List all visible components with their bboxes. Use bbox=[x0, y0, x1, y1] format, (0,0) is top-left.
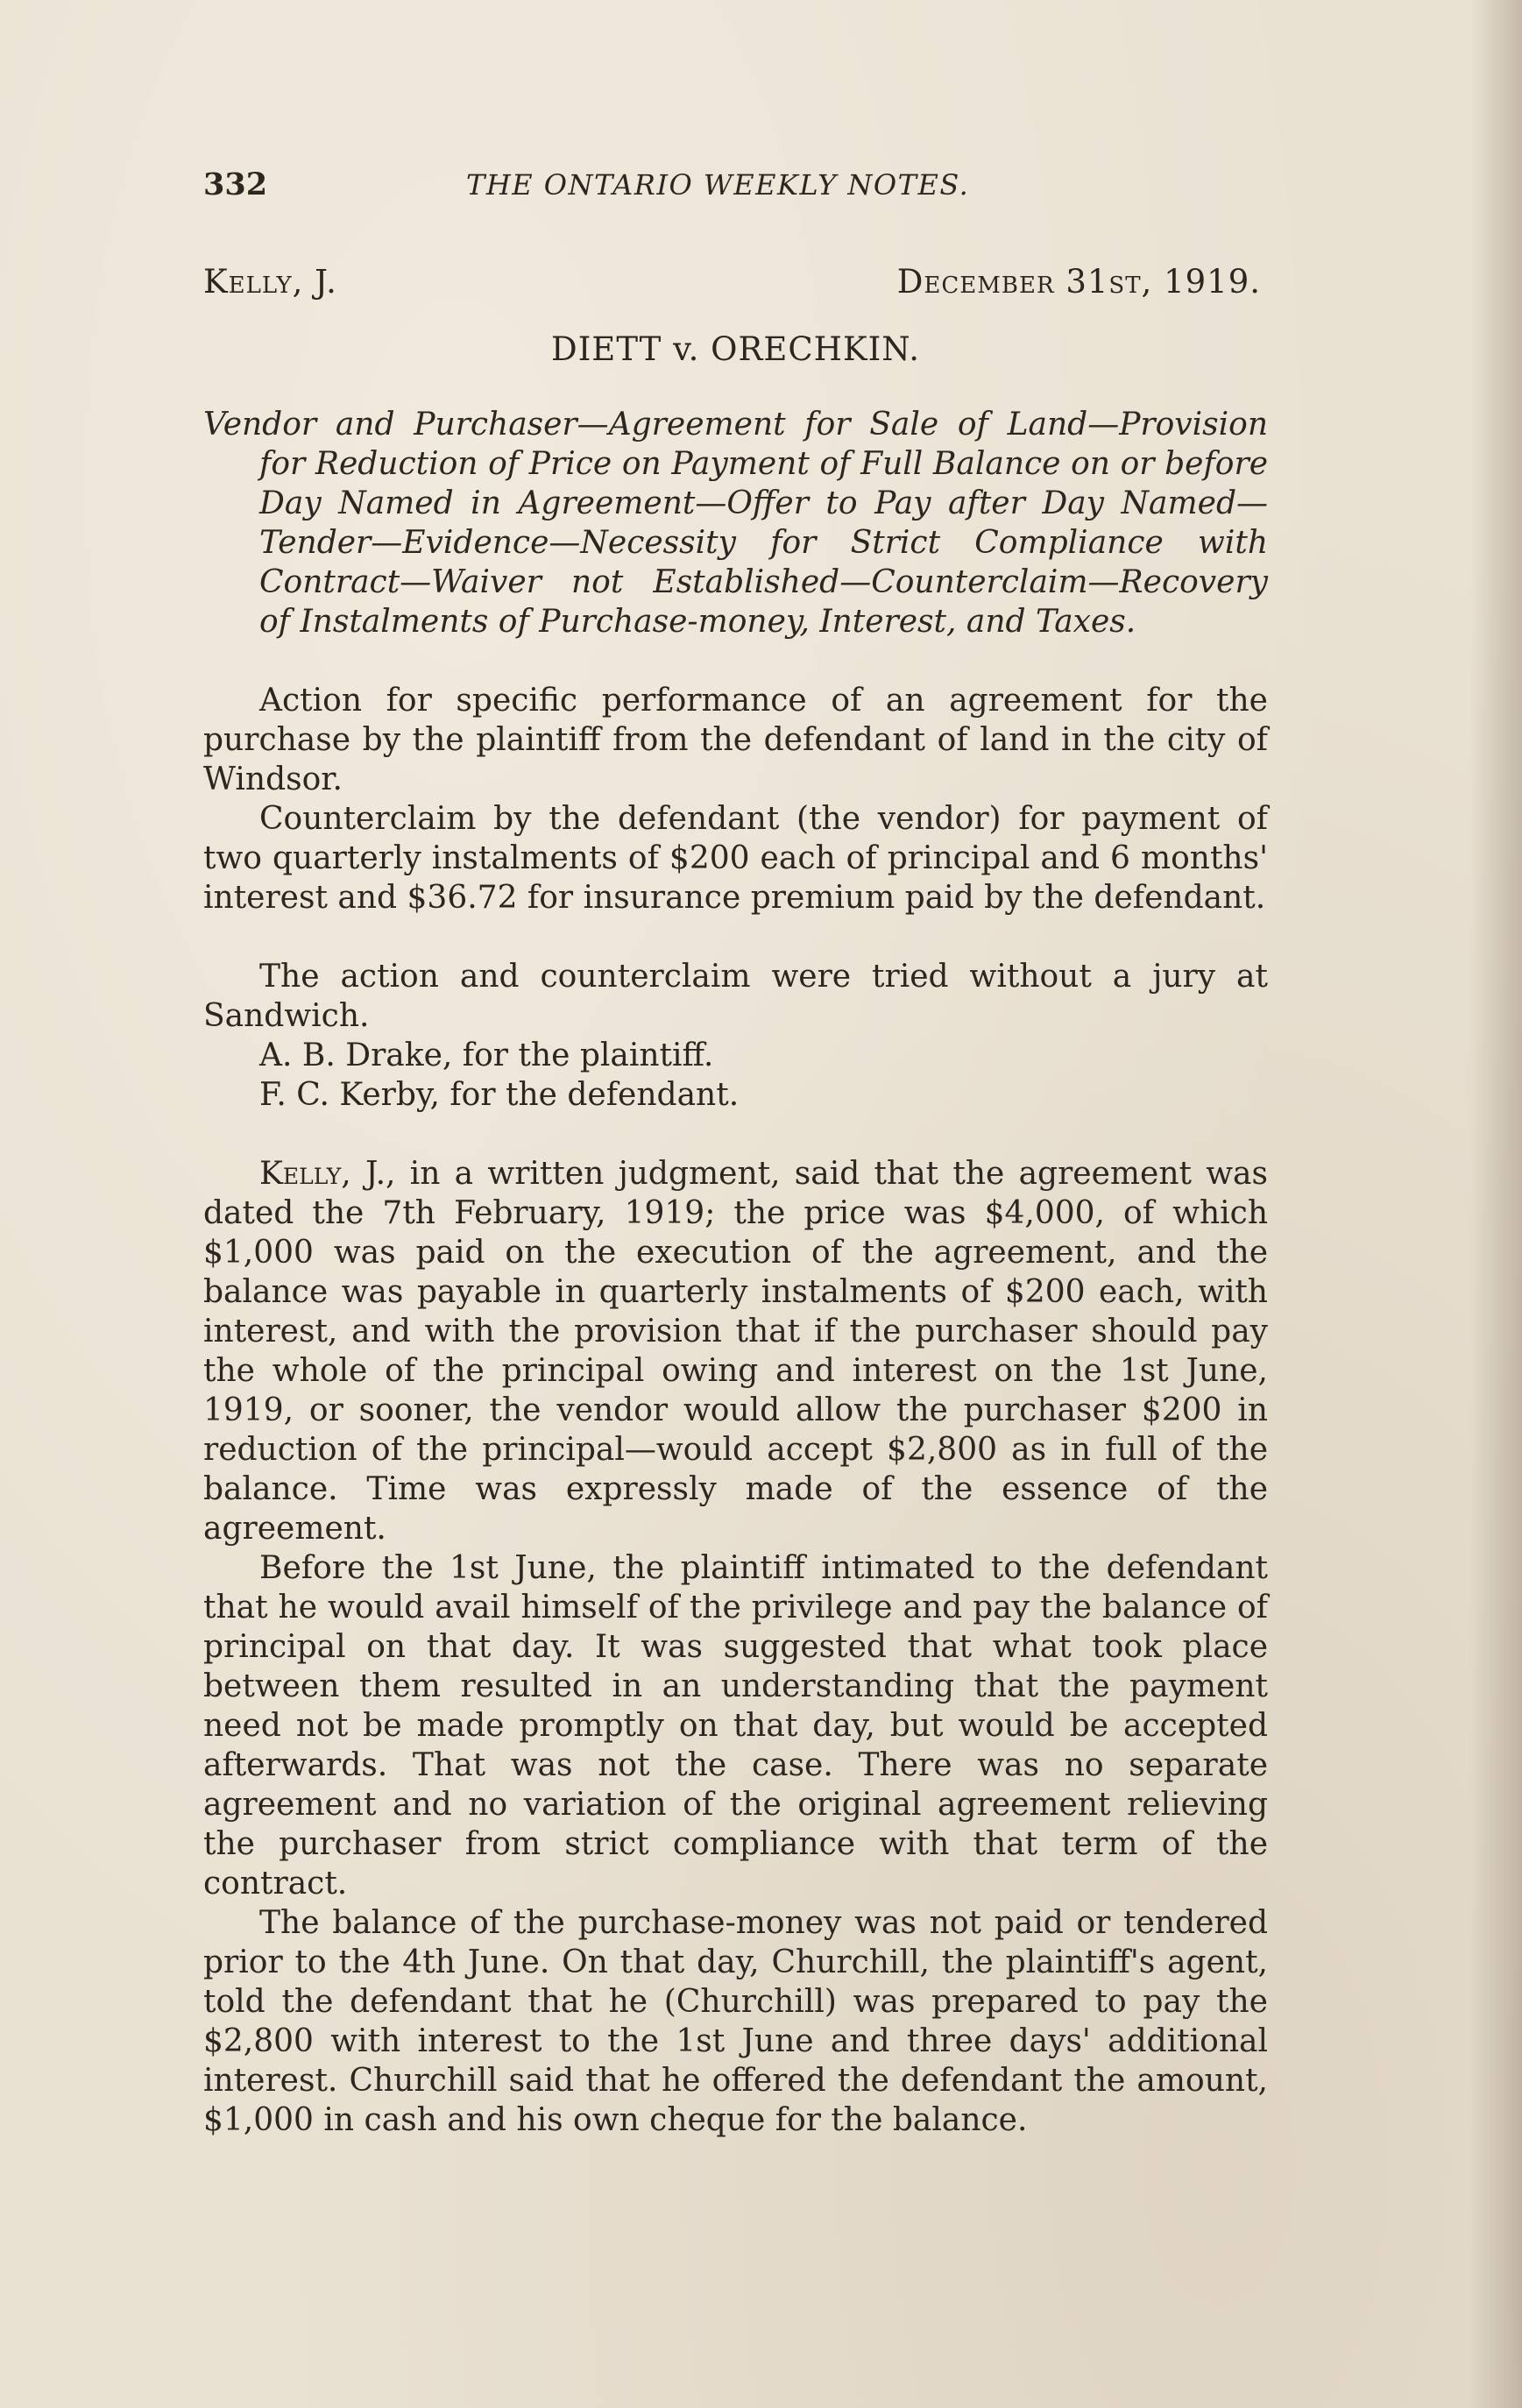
paragraph-trial: The action and counterclaim were tried without a jury at Sandwich. bbox=[203, 959, 1268, 1034]
counsel-defendant: F. C. Kerby, for the defendant. bbox=[259, 1077, 740, 1113]
judgment-judge-name: Kelly, J. bbox=[259, 1156, 386, 1192]
paragraph-action: Action for specific performance of an agreement for the purchase by the plaintiff from the defendant of land in the city of Windsor. bbox=[203, 683, 1268, 797]
page-content bbox=[203, 166, 1268, 2140]
judgment-paragraph-1 bbox=[203, 1154, 1268, 1548]
headnote: Vendor and Purchaser—Agreement for Sale of Land—Provision for Reduction of Price on Payment of Full Balance on or before Day Named in Agreement—Offer to Pay after Day Named—Tender—Evidence—Necessity for Strict Compliance with Contract—Waiver not Established—Counterclaim—Recovery of Instalments of Purchase-money, Interest, and Taxes. bbox=[203, 407, 1268, 640]
running-title: THE ONTARIO WEEKLY NOTES. bbox=[466, 168, 970, 202]
counsel-plaintiff: A. B. Drake, for the plaintiff. bbox=[259, 1038, 714, 1073]
judge-name: Kelly, J. bbox=[203, 263, 337, 301]
judgment-paragraph-2: Before the 1st June, the plaintiff intimated to the defendant that he would avail himself of the privilege and pay the balance of principal on that day. It was suggested that what took place between them resulted in an understanding that the payment need not be made promptly on that day, but would be accepted afterwards. That was not the case. There was no separate agreement and no variation of the original agreement relieving the purchaser from strict compliance with that term of the contract. bbox=[203, 1550, 1268, 1902]
judgment-opening-text: , in a written judgment, said that the agreement was dated the 7th February, 1919; the price was $4,000, of which $1,000 was paid on the execution of the agreement, and the balance was payable in quarterly instalments of $200 each, with interest, and with the provision that if the purchaser should pay the whole of the principal owing and interest on the 1st June, 1919, or sooner, the vendor would allow the purchaser $200 in reduction of the principal—would accept $2,800 as in full of the balance. Time was expressly made of the essence of the agreement. bbox=[203, 1156, 1268, 1547]
case-title: DIETT v. ORECHKIN. bbox=[551, 330, 920, 368]
case-meta bbox=[203, 263, 1268, 301]
page-header bbox=[203, 166, 1268, 217]
decision-date: December 31st, 1919. bbox=[896, 263, 1261, 301]
judgment-paragraph-3: The balance of the purchase-money was not paid or tendered prior to the 4th June. On that day, Churchill, the plaintiff's agent, told the defendant that he (Churchill) was prepared to pay the $2,800 with interest to the 1st June and three days' additional interest. Churchill said that he offered the defendant the amount, $1,000 in cash and his own cheque for the balance. bbox=[203, 1905, 1268, 2138]
page-number: 332 bbox=[203, 166, 268, 202]
paragraph-counterclaim: Counterclaim by the defendant (the vendor) for payment of two quarterly instalments of $200 each of principal and 6 months' interest and $36.72 for insurance premium paid by the defendant. bbox=[203, 801, 1268, 916]
